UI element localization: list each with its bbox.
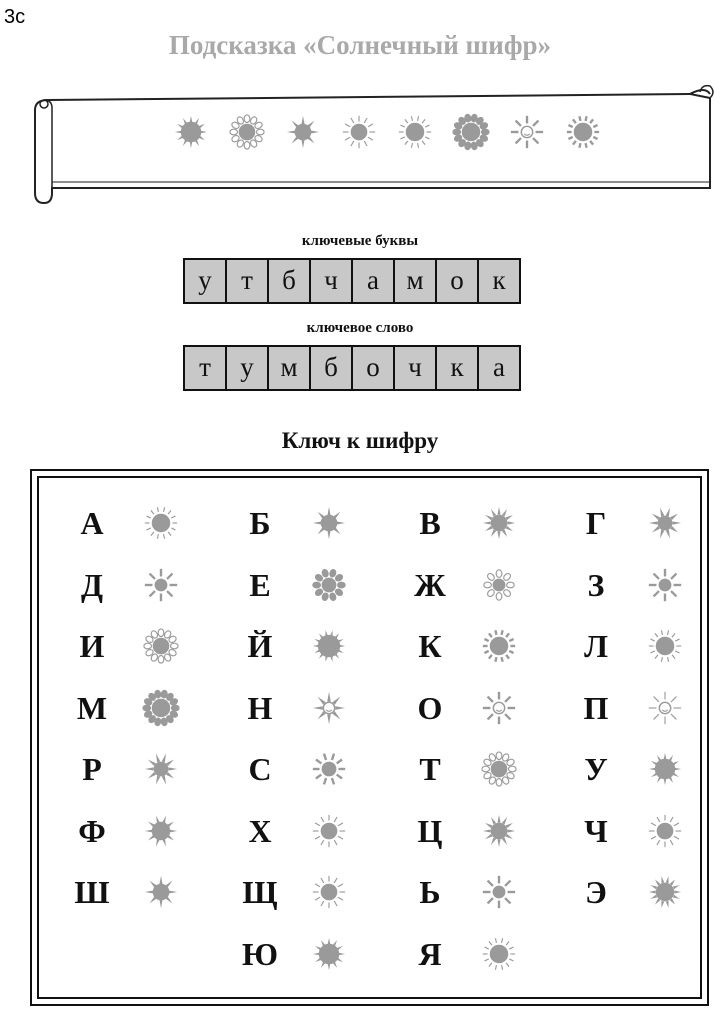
sun-ch-icon <box>340 113 378 151</box>
sun-u-icon <box>646 750 684 788</box>
sun-zh-icon <box>480 566 518 604</box>
letter-cell: о <box>351 345 395 391</box>
cipher-key-entry <box>240 809 390 853</box>
key-letters-row <box>183 258 521 304</box>
cipher-key-entry <box>410 624 560 668</box>
cipher-letter: Ш <box>74 874 110 910</box>
sun-d-icon <box>142 566 180 604</box>
sun-yu-icon <box>310 935 348 973</box>
letter-cell: т <box>183 345 227 391</box>
cipher-letter: У <box>584 751 608 787</box>
letter-cell: к <box>477 258 521 304</box>
sun-v-icon <box>480 504 518 542</box>
cipher-letter: Ч <box>584 812 608 849</box>
letter-cell: о <box>435 258 479 304</box>
cipher-letter: О <box>417 689 443 726</box>
key-word-label: ключевое слово <box>306 320 414 336</box>
cipher-letter: Х <box>248 812 272 849</box>
cipher-key-entry <box>410 747 560 791</box>
sun-t-icon <box>228 113 266 151</box>
sun-m-icon <box>452 113 490 151</box>
cipher-key-entry <box>72 624 222 668</box>
letter-cell: м <box>393 258 437 304</box>
cipher-letter: Л <box>584 628 608 664</box>
sun-i-icon <box>142 627 180 665</box>
sun-ch-icon <box>646 812 684 850</box>
cipher-letter: Ю <box>241 935 279 972</box>
sun-u-icon <box>172 113 210 151</box>
cipher-key-entry <box>410 501 560 545</box>
letter-cell: у <box>225 345 269 391</box>
cipher-key-entry <box>576 624 720 668</box>
sun-m-icon <box>142 689 180 727</box>
sun-ts-icon <box>480 812 518 850</box>
cipher-letter: Е <box>249 566 271 603</box>
letter-cell: б <box>267 258 311 304</box>
sun-o-icon <box>480 689 518 727</box>
cipher-key-entry <box>576 747 720 791</box>
cipher-letter: Р <box>82 751 102 787</box>
cipher-key-entry <box>72 686 222 730</box>
cipher-key-entry <box>576 809 720 853</box>
cipher-letter: Я <box>418 935 442 972</box>
cipher-key-entry <box>240 563 390 607</box>
cipher-key-entry <box>72 747 222 791</box>
cipher-key-entry <box>410 686 560 730</box>
letter-cell: у <box>183 258 227 304</box>
cipher-letter: Ц <box>417 812 443 849</box>
cipher-letter: Ь <box>419 874 441 910</box>
cipher-letter: Д <box>80 566 103 603</box>
cipher-key-entry <box>240 624 390 668</box>
cipher-letter: Т <box>419 751 441 787</box>
cipher-key-entry <box>72 870 222 914</box>
cipher-letter: Ф <box>78 812 106 849</box>
cipher-key-entry <box>240 686 390 730</box>
sun-r-icon <box>142 750 180 788</box>
cipher-letter: Э <box>585 874 607 910</box>
cipher-letter: П <box>583 689 609 726</box>
sun-s-icon <box>310 750 348 788</box>
sun-f-icon <box>142 812 180 850</box>
cipher-key-entry <box>410 870 560 914</box>
sun-b-icon <box>284 113 322 151</box>
cipher-letter: И <box>79 628 105 664</box>
cipher-letter: В <box>419 505 441 541</box>
sun-k-icon <box>480 627 518 665</box>
scroll-sun-row <box>172 112 602 152</box>
cipher-key-entry <box>240 932 390 976</box>
sun-shch-icon <box>310 873 348 911</box>
sun-a-icon <box>396 113 434 151</box>
sun-h-icon <box>310 812 348 850</box>
letter-cell: ч <box>393 345 437 391</box>
cipher-key-title: Ключ к шифру <box>281 428 439 453</box>
cipher-key-entry <box>576 501 720 545</box>
sun-p-icon <box>646 689 684 727</box>
sun-soft-icon <box>480 873 518 911</box>
cipher-key-inner-frame <box>37 476 702 999</box>
sun-eh-icon <box>646 873 684 911</box>
sun-a-icon <box>142 504 180 542</box>
cipher-key-entry <box>240 747 390 791</box>
letter-cell: т <box>225 258 269 304</box>
cipher-letter: Щ <box>242 874 278 910</box>
sun-ya-icon <box>480 935 518 973</box>
cipher-key-entry <box>410 809 560 853</box>
key-word-row <box>183 345 521 391</box>
cipher-letter: А <box>80 505 104 541</box>
cipher-letter: Б <box>249 505 271 541</box>
letter-cell: м <box>267 345 311 391</box>
cipher-letter: С <box>248 751 272 787</box>
cipher-key-entry <box>240 870 390 914</box>
sun-n-icon <box>310 689 348 727</box>
sun-g-icon <box>646 504 684 542</box>
cipher-letter: М <box>76 689 108 726</box>
cipher-key-entry <box>576 686 720 730</box>
sun-l-icon <box>646 627 684 665</box>
cipher-key-entry <box>410 932 560 976</box>
cipher-letter: Г <box>585 505 607 541</box>
cipher-key-entry <box>576 870 720 914</box>
letter-cell: а <box>351 258 395 304</box>
cipher-key-entry <box>72 563 222 607</box>
sun-k-icon <box>564 113 602 151</box>
letter-cell: к <box>435 345 479 391</box>
sun-e-icon <box>310 566 348 604</box>
cipher-key-entry <box>72 809 222 853</box>
page-title: Подсказка «Солнечный шифр» <box>168 30 552 60</box>
letter-cell: а <box>477 345 521 391</box>
cipher-key-entry <box>576 563 720 607</box>
cipher-letter: К <box>418 628 442 664</box>
sun-y-icon <box>310 627 348 665</box>
page-corner-label: 3с <box>4 6 26 28</box>
letter-cell: б <box>309 345 353 391</box>
cipher-letter: Н <box>247 689 273 726</box>
cipher-letter: Ж <box>414 566 446 603</box>
sun-o-icon <box>508 113 546 151</box>
cipher-letter: З <box>587 566 605 603</box>
letter-cell: ч <box>309 258 353 304</box>
cipher-letter: Й <box>247 628 273 664</box>
cipher-key-entry <box>410 563 560 607</box>
cipher-key-entry <box>72 501 222 545</box>
sun-t-icon <box>480 750 518 788</box>
sun-z-icon <box>646 566 684 604</box>
sun-sh-icon <box>142 873 180 911</box>
sun-b-icon <box>310 504 348 542</box>
cipher-key-entry <box>240 501 390 545</box>
key-letters-label: ключевые буквы <box>301 233 419 249</box>
